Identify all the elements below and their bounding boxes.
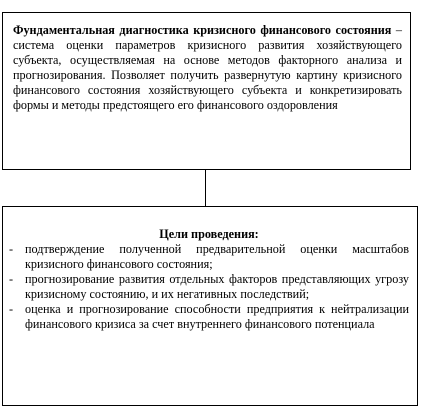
connector-line [205, 170, 206, 206]
goals-list [9, 242, 409, 332]
goal-item-3 [9, 302, 409, 332]
goal-text-3: оценка и прогнозирование способности предприятия к нейтрализации финансового кризиса за счет внутреннего финансового потенциала [25, 302, 409, 331]
goal-text-2: прогнозирование развития отдельных факторов представляющих угрозу кризисному состоянию, и их негативных последствий; [25, 272, 409, 301]
goals-title: Цели проведения: [159, 227, 259, 241]
goal-bullet-2: - [9, 272, 14, 286]
definition-box [2, 12, 411, 170]
goal-text-1: подтверждение полученной предварительной оценки масштабов кризисного финансового состояния; [25, 242, 409, 271]
definition-term: Фундаментальная диагностика кризисного финансового состояния [13, 23, 392, 37]
goal-bullet-1: - [9, 242, 14, 256]
goals-box [2, 206, 418, 406]
definition-body: – система оценки параметров кризисного развития хозяйствующего субъекта, осуществляемая на основе методов факторного анализа и прогнозирования. Позволяет получить развернутую картину кризисного финансового состояния хозяйствующего субъекта и конкретизировать формы и методы предстоящего его финансового оздоровления [13, 23, 402, 112]
goal-bullet-3: - [9, 302, 14, 316]
definition-text [13, 23, 402, 113]
goal-item-2 [9, 272, 409, 302]
goal-item-1 [9, 242, 409, 272]
